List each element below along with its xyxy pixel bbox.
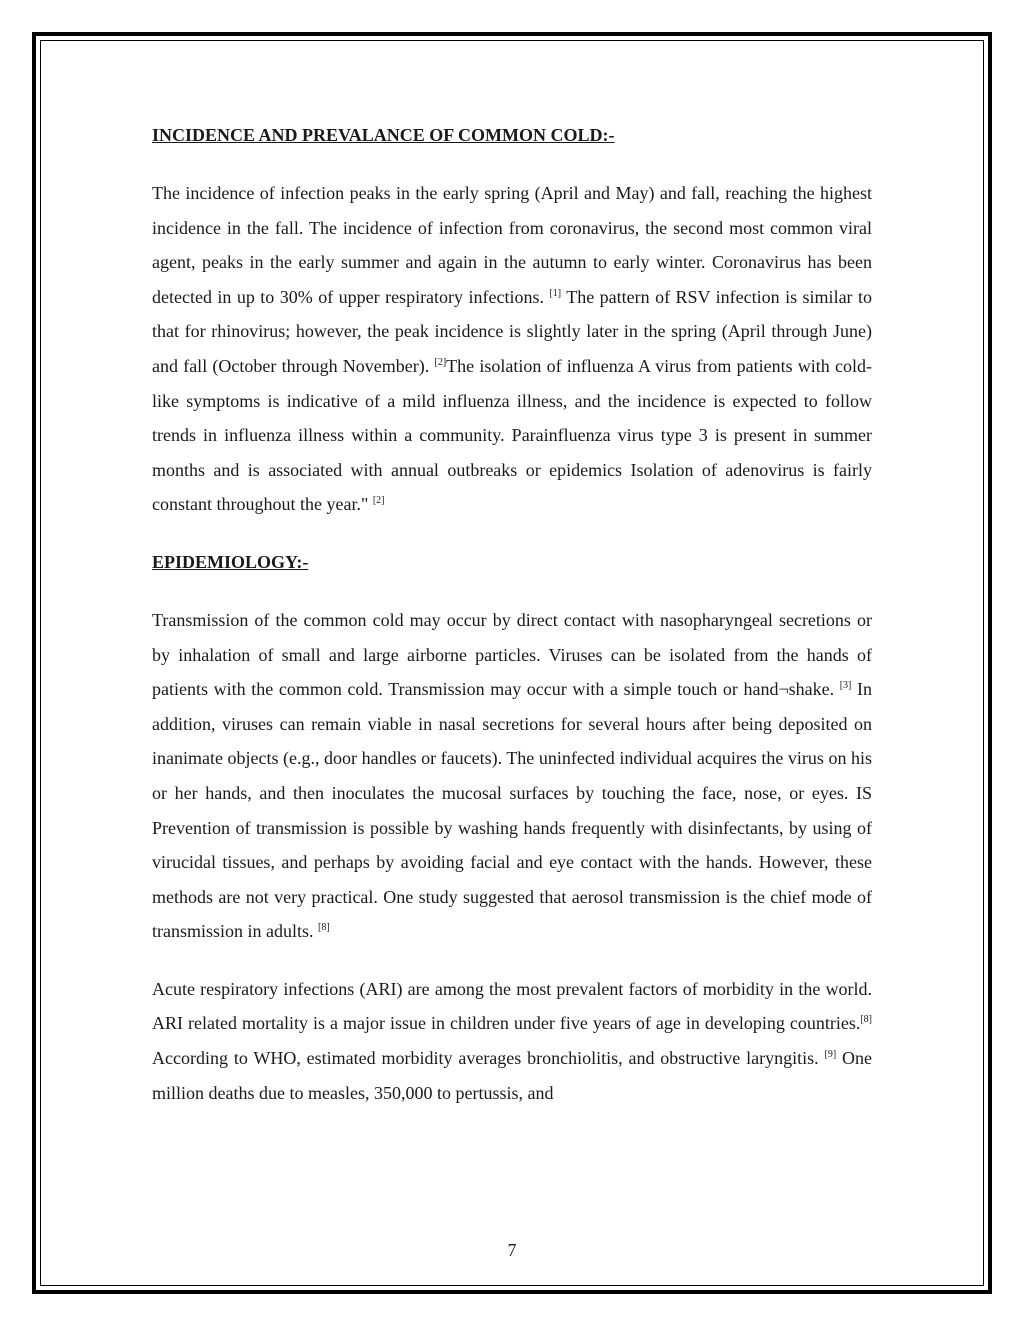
paragraph-text: According to WHO, estimated morbidity averages bronchiolitis, and obstructive laryngitis. bbox=[152, 1048, 825, 1069]
citation-ref: [2] bbox=[434, 356, 447, 368]
citation-ref: [3] bbox=[839, 680, 852, 692]
page-number: 7 bbox=[507, 1240, 517, 1260]
body-paragraph bbox=[152, 603, 872, 949]
paragraph-text: The isolation of influenza A virus from patients with cold-like symptoms is indicative of a mild influenza illness, and the incidence is expected to follow trends in influenza illness within a community. Parainfluenza virus type 3 is present in summer months and is associated with annual outbreaks or epidemics Isolation of adenovirus is fairly constant throughout the year." bbox=[152, 355, 872, 515]
paragraph-text: Transmission of the common cold may occur by direct contact with nasopharyngeal secretions or by inhalation of small and large airborne particles. Viruses can be isolated from the hands of patients with the common cold. Transmission may occur with a simple touch or hand¬shake. bbox=[152, 609, 872, 700]
section-heading: INCIDENCE AND PREVALANCE OF COMMON COLD:- bbox=[152, 125, 615, 145]
citation-ref: [8] bbox=[860, 1014, 872, 1026]
body-paragraph bbox=[152, 972, 872, 1110]
citation-ref: [1] bbox=[549, 287, 562, 299]
paragraph-text: One million deaths due to measles, 350,000 to pertussis, and bbox=[152, 1048, 872, 1103]
document-body bbox=[152, 118, 872, 1133]
section-heading: EPIDEMIOLOGY:- bbox=[152, 551, 309, 572]
citation-ref: [2] bbox=[372, 495, 385, 507]
paragraph-text: In addition, viruses can remain viable in nasal secretions for several hours after being deposited on inanimate objects (e.g., door handles or faucets). The uninfected individual acquires the virus on his or her hands, and then inoculates the mucosal surfaces by touching the face, nose, or eyes. IS Prevention of transmission is possible by washing hands frequently with disinfectants, by using of virucidal tissues, and perhaps by avoiding facial and eye contact with the hands. However, these methods are not very practical. One study suggested that aerosol transmission is the chief mode of transmission in adults. bbox=[152, 679, 873, 942]
paragraph-text: The incidence of infection peaks in the early spring (April and May) and fall, reaching the highest incidence in the fall. The incidence of infection from coronavirus, the second most common viral agent, peaks in the early summer and again in the autumn to early winter. Coronavirus has been detected in up to 30% of upper respiratory infections. bbox=[152, 183, 872, 307]
paragraph-text: Acute respiratory infections (ARI) are among the most prevalent factors of morbidity in the world. ARI related mortality is a major issue in children under five years of age in developing countries. bbox=[152, 978, 872, 1034]
citation-ref: [9] bbox=[824, 1049, 837, 1061]
body-paragraph bbox=[152, 176, 872, 522]
paragraph-text: The pattern of RSV infection is similar to that for rhinovirus; however, the peak incidence is slightly later in the spring (April through June) and fall (October through November). bbox=[152, 286, 872, 376]
citation-ref: [8] bbox=[318, 922, 330, 934]
